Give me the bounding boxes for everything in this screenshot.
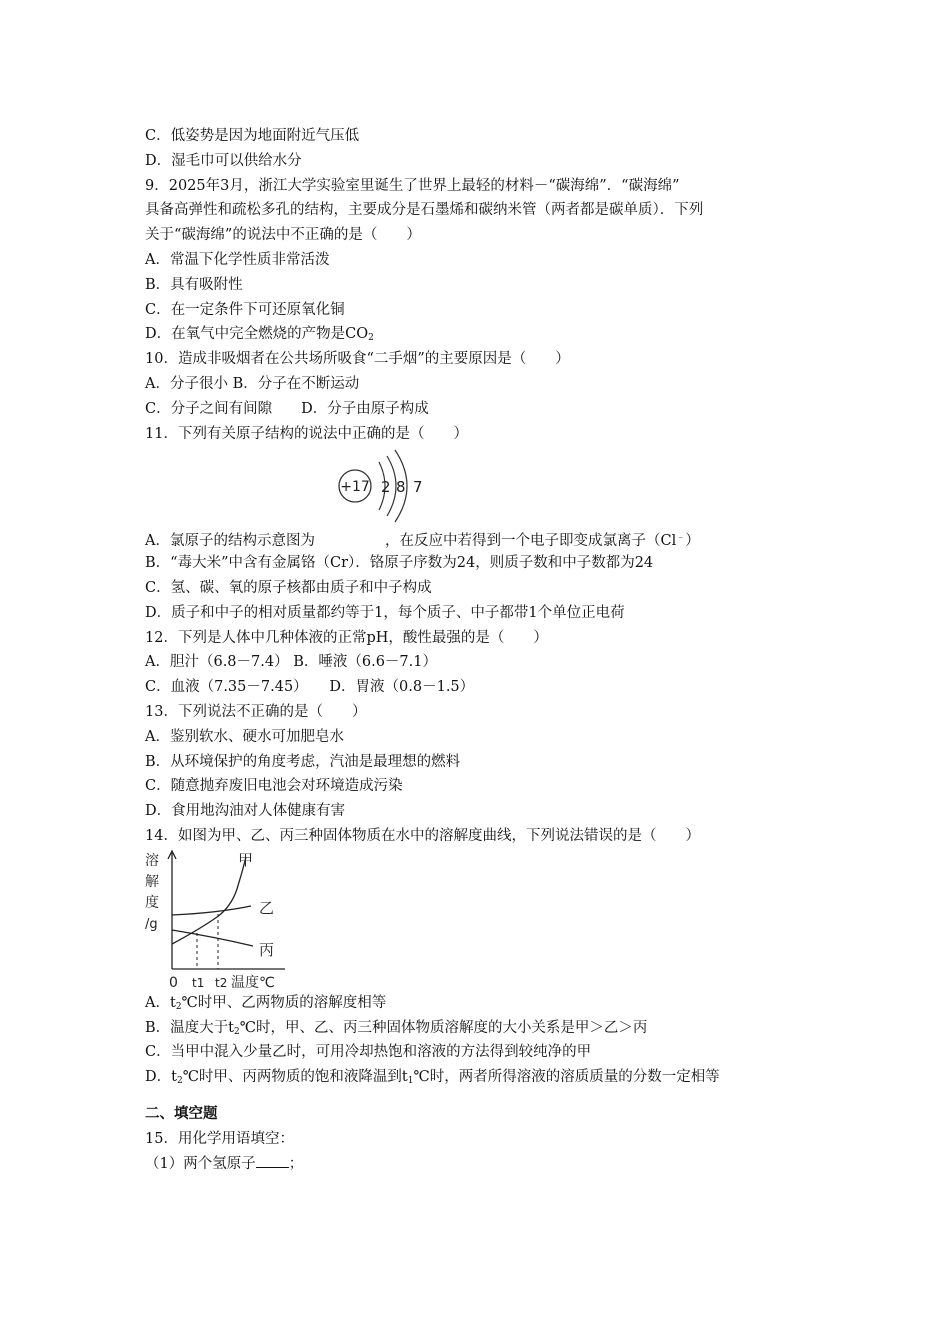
document-page (145, 124, 825, 1176)
option-line: C．随意抛弃废旧电池会对环境造成污染 (145, 778, 403, 795)
x-tick-label: 0 (169, 974, 178, 991)
option-line: D．食用地沟油对人体健康有害 (145, 803, 346, 820)
option-line: A．常温下化学性质非常活泼 (145, 251, 330, 268)
y-axis-label-char: 解 (145, 873, 159, 890)
shell-electrons-2: 8 (396, 478, 406, 497)
nucleus-label: +17 (340, 479, 370, 496)
question-9-stem: 9．2025年3月，浙江大学实验室里诞生了世界上最轻的材料－“碳海绵”．“碳海绵” (145, 177, 680, 194)
question-13-stem: 13．下列说法不正确的是（ ） (145, 703, 367, 720)
question-9-stem: 具备高弹性和疏松多孔的结构，主要成分是石墨烯和碳纳米管（两者都是碳单质）．下列 (145, 202, 704, 219)
option-line: A．$t_2℃$时甲、乙两物质的溶解度相等 (145, 994, 387, 1012)
series-curve-jia (172, 857, 246, 944)
option-line: B．温度大于$t_2℃$时，甲、乙、丙三种固体物质溶解度的大小关系是甲＞乙＞丙 (145, 1019, 648, 1037)
question-14-stem: 14．如图为甲、乙、丙三种固体物质在水中的溶解度曲线，下列说法错误的是（ ） (145, 827, 700, 844)
series-label-yi: 乙 (259, 898, 275, 917)
series-curve-yi (172, 906, 251, 915)
question-11-stem: 11．下列有关原子结构的说法中正确的是（ ） (145, 425, 468, 442)
y-axis-label-char: 度 (145, 894, 159, 911)
option-line: B．具有吸附性 (145, 276, 243, 293)
series-label-bing: 丙 (259, 940, 275, 959)
option-line: A．鉴别软水、硬水可加肥皂水 (145, 728, 344, 745)
option-line: C．低姿势是因为地面附近气压低 (145, 128, 360, 144)
option-line: D．湿毛巾可以供给水分 (145, 152, 302, 169)
option-line: B．“毒大米”中含有金属铬（Cr）．铬原子序数为24，则质子数和中子数都为24 (145, 555, 654, 572)
x-tick-label: t1 (192, 975, 205, 990)
question-10-stem: 10．造成非吸烟者在公共场所吸食“二手烟”的主要原因是（ ） (145, 351, 570, 368)
question-9-stem: 关于“碳海绵”的说法中不正确的是（ ） (145, 227, 421, 244)
y-axis-label-char: /g (145, 916, 158, 932)
option-line: C．在一定条件下可还原氧化铜 (145, 301, 345, 318)
option-line: B．从环境保护的角度考虑，汽油是最理想的燃料 (145, 753, 461, 770)
option-line: A．胆汁（6.8－7.4） B．唾液（6.6－7.1） (145, 654, 437, 671)
answer-blank[interactable] (256, 1153, 289, 1168)
series-label-jia: 甲 (238, 850, 254, 869)
y-axis-label-char: 溶 (145, 852, 159, 869)
option-line: A．氯原子的结构示意图为 ，在反应中若得到一个电子即变成氯离子（Cl﹣） (145, 533, 700, 550)
option-line: C．氢、碳、氧的原子核都由质子和中子构成 (145, 579, 432, 596)
option-line: D．质子和中子的相对质量都约等于1，每个质子、中子都带1个单位正电荷 (145, 604, 625, 621)
chlorine-atom-diagram (145, 446, 825, 526)
question-12-stem: 12．下列是人体中几种体液的正常pH，酸性最强的是（ ） (145, 629, 548, 646)
shell-electrons-3: 7 (413, 478, 423, 497)
option-line: D．$t_2℃$时甲、丙两物质的饱和液降温到$t_1℃$时，两者所得溶液的溶质质量的分数一定相等 (145, 1069, 720, 1087)
shell-electrons-1: 2 (381, 478, 391, 497)
section-heading: 二、填空题 (145, 1105, 218, 1122)
x-axis-label: 温度℃ (231, 974, 275, 991)
option-line: C．分子之间有间隙 D．分子由原子构成 (145, 400, 429, 417)
solubility-curve-figure (145, 849, 825, 991)
option-line: C．当甲中混入少量乙时，可用冷却热饱和溶液的方法得到较纯净的甲 (145, 1044, 592, 1061)
option-line: C．血液（7.35－7.45） D．胃液（0.8－1.5） (145, 679, 475, 696)
option-line: D．在氧气中完全燃烧的产物是$CO_2$ (145, 326, 374, 344)
question-15-stem: 15．用化学用语填空： (145, 1130, 294, 1147)
x-tick-label: t2 (215, 975, 228, 990)
question-15-part-1: （1）两个氢原子 ； (145, 1152, 825, 1177)
option-line: A．分子很小 B．分子在不断运动 (145, 375, 360, 392)
